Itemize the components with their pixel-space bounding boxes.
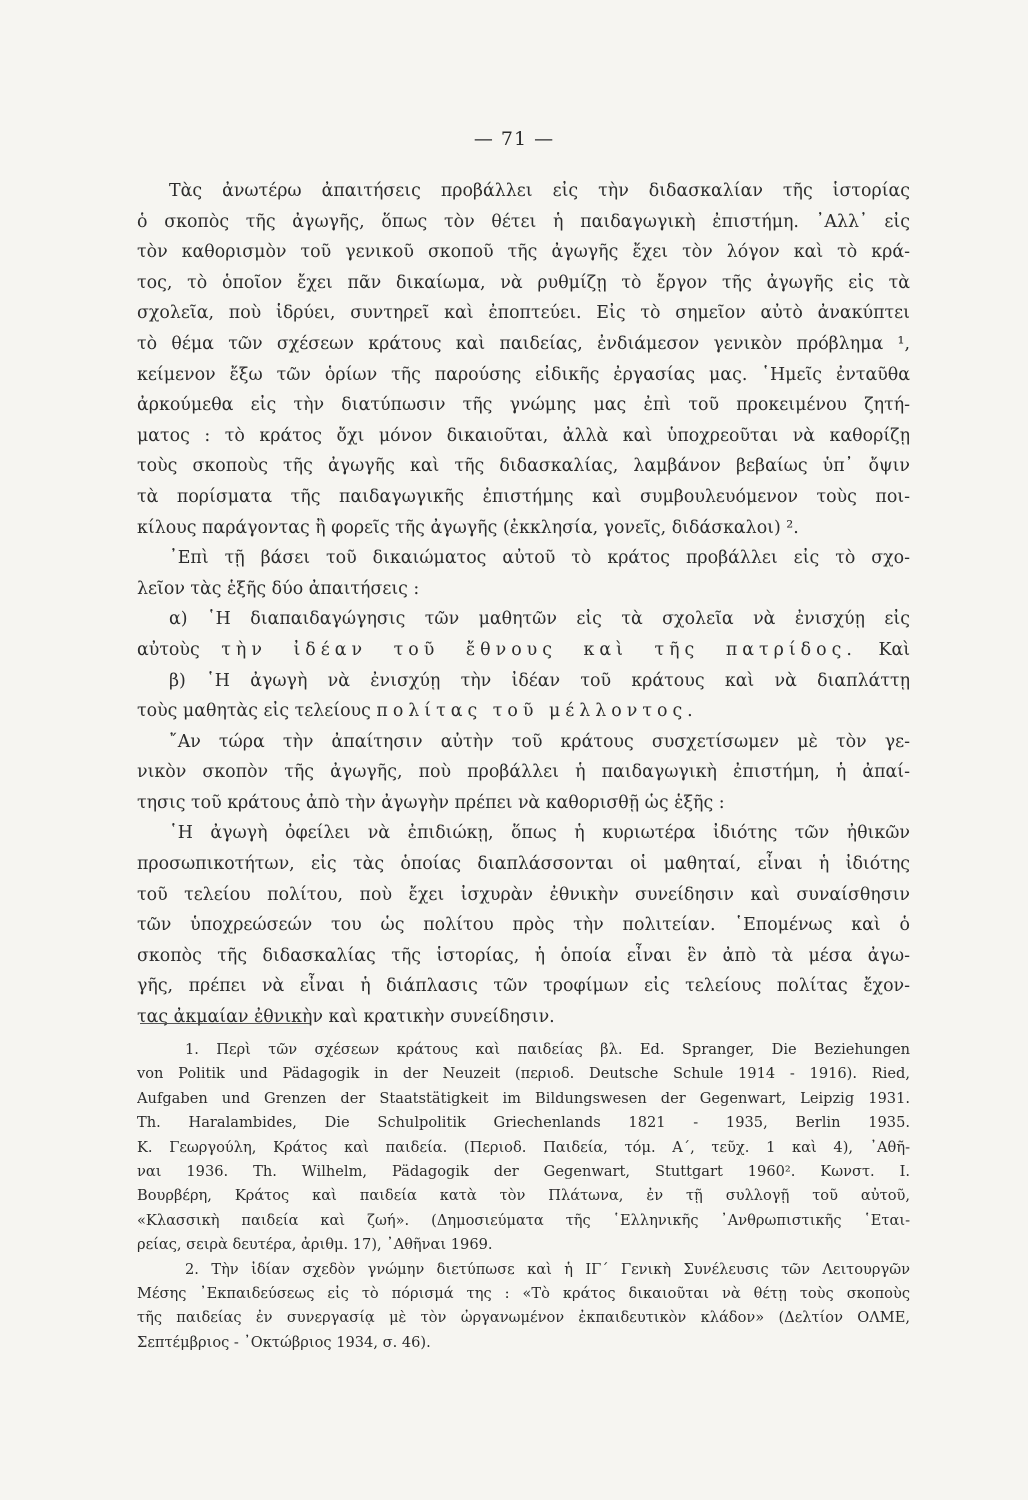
- footnote-line: 2. Τὴν ἰδίαν σχεδὸν γνώμην διετύπωσε καὶ ἡ ΙΓ΄ Γενικὴ Συνέλευσις τῶν Λειτουργῶν: [185, 1260, 910, 1278]
- body-line: [137, 696, 910, 727]
- body-line: ῎Αν τώρα τὴν ἀπαίτησιν αὐτὴν τοῦ κράτους συσχετίσωμεν μὲ τὸν γε-: [169, 731, 910, 752]
- body-line: α) ῾Η διαπαιδαγώγησις τῶν μαθητῶν εἰς τὰ σχολεῖα νὰ ἐνισχύῃ εἰς: [169, 609, 910, 630]
- body-fragment: Καὶ: [878, 639, 910, 660]
- footnote-divider: [140, 1023, 310, 1024]
- body-line: ματος : τὸ κράτος ὄχι μόνον δικαιοῦται, ἀλλὰ καὶ ὑποχρεοῦται νὰ καθορίζῃ: [137, 425, 910, 446]
- body-line: β) ῾Η ἀγωγὴ νὰ ἐνισχύῃ τὴν ἰδέαν τοῦ κράτους καὶ νὰ διαπλάττῃ: [169, 670, 910, 691]
- footnote-line: τῆς παιδείας ἐν συνεργασίᾳ μὲ τὸν ὠργανωμένον ἐκπαιδευτικὸν κλάδον» (Δελτίον ΟΛΜΕ,: [137, 1309, 910, 1327]
- body-line: τὸν καθορισμὸν τοῦ γενικοῦ σκοποῦ τῆς ἀγωγῆς ἔχει τὸν λόγον καὶ τὸ κρά-: [137, 242, 910, 263]
- body-line: κείμενον ἔξω τῶν ὁρίων τῆς παρούσης εἰδικῆς ἐργασίας μας. ῾Ημεῖς ἐνταῦθα: [137, 364, 910, 385]
- body-line: ἀρκούμεθα εἰς τὴν διατύπωσιν τῆς γνώμης μας ἐπὶ τοῦ προκειμένου ζητή-: [137, 395, 910, 416]
- body-line: προσωπικοτήτων, εἰς τὰς ὁποίας διαπλάσσονται οἱ μαθηταί, εἶναι ἡ ἰδιότης: [137, 854, 910, 875]
- body-line: τος, τὸ ὁποῖον ἔχει πᾶν δικαίωμα, νὰ ρυθμίζῃ τὸ ἔργον τῆς ἀγωγῆς εἰς τὰ: [137, 272, 910, 293]
- body-line: ᾿Επὶ τῇ βάσει τοῦ δικαιώματος αὐτοῦ τὸ κράτος προβάλλει εἰς τὸ σχο-: [169, 548, 910, 569]
- body-line: σκοπὸς τῆς διδασκαλίας τῆς ἱστορίας, ἡ ὁποία εἶναι ἓν ἀπὸ τὰ μέσα ἀγω-: [137, 945, 910, 966]
- footnote-line: Μέσης ᾿Εκπαιδεύσεως εἰς τὸ πόρισμά της : «Τὸ κράτος δικαιοῦται νὰ θέτῃ τοὺς σκοποὺς: [137, 1285, 910, 1303]
- body-line: τας ἀκμαίαν ἐθνικὴν καὶ κρατικὴν συνείδησιν.: [137, 1007, 555, 1028]
- body-line: τησις τοῦ κράτους ἀπὸ τὴν ἀγωγὴν πρέπει νὰ καθορισθῇ ὡς ἑξῆς :: [137, 792, 725, 813]
- body-line: τὰ πορίσματα τῆς παιδαγωγικῆς ἐπιστήμης καὶ συμβουλευόμενον τοὺς ποι-: [137, 486, 910, 507]
- body-line: νικὸν σκοπὸν τῆς ἀγωγῆς, ποὺ προβάλλει ἡ παιδαγωγικὴ ἐπιστήμη, ἡ ἀπαί-: [137, 762, 910, 783]
- footnotes: [137, 1038, 910, 1355]
- body-line: τὸ θέμα τῶν σχέσεων κράτους καὶ παιδείας, ἐνδιάμεσον γενικὸν πρόβλημα ¹,: [137, 333, 910, 354]
- body-line: τοῦ τελείου πολίτου, ποὺ ἔχει ἰσχυρὰν ἐθνικὴν συνείδησιν καὶ συναίσθησιν: [137, 884, 910, 905]
- footnote-line: ρείας, σειρὰ δευτέρα, ἀριθμ. 17), ᾿Αθῆναι 1969.: [137, 1236, 493, 1254]
- body-fragment: αὐτοὺς: [137, 639, 200, 660]
- page-number: — 71 —: [473, 128, 555, 150]
- footnote-line: Aufgaben und Grenzen der Staatstätigkeit im Bildungswesen der Gegenwart, Leipzig 1931.: [137, 1089, 910, 1107]
- footnote-line: Βουρβέρη, Κράτος καὶ παιδεία κατὰ τὸν Πλάτωνα, ἐν τῇ συλλογῇ τοῦ αὐτοῦ,: [137, 1187, 910, 1205]
- spaced-emphasis: πολίτας τοῦ μέλλοντος.: [376, 701, 698, 722]
- body-line: ὁ σκοπὸς τῆς ἀγωγῆς, ὅπως τὸν θέτει ἡ παιδαγωγικὴ ἐπιστήμη. ᾿Αλλ᾿ εἰς: [137, 211, 910, 232]
- body-line: τοὺς σκοποὺς τῆς ἀγωγῆς καὶ τῆς διδασκαλίας, λαμβάνον βεβαίως ὑπ᾿ ὄψιν: [137, 456, 910, 477]
- body-line: σχολεῖα, ποὺ ἱδρύει, συντηρεῖ καὶ ἐποπτεύει. Εἰς τὸ σημεῖον αὐτὸ ἀνακύπτει: [137, 303, 910, 324]
- body-line: κίλους παράγοντας ἢ φορεῖς τῆς ἀγωγῆς (ἐκκλησία, γονεῖς, διδάσκαλοι) ².: [137, 517, 799, 538]
- footnote-line: «Κλασσικὴ παιδεία καὶ ζωή». (Δημοσιεύματα τῆς ῾Ελληνικῆς ᾿Ανθρωπιστικῆς ῾Εται-: [137, 1211, 910, 1229]
- spaced-emphasis: τὴν ἰδέαν τοῦ ἔθνους καὶ τῆς πατρίδος.: [221, 639, 857, 660]
- footnote-line: von Politik und Pädagogik in der Neuzeit (περιοδ. Deutsche Schule 1914 - 1916). Ried,: [137, 1065, 910, 1083]
- body-line: ῾Η ἀγωγὴ ὀφείλει νὰ ἐπιδιώκῃ, ὅπως ἡ κυριωτέρα ἰδιότης τῶν ἠθικῶν: [169, 823, 910, 844]
- body-line: λεῖον τὰς ἑξῆς δύο ἀπαιτήσεις :: [137, 578, 420, 599]
- footnote-line: Σεπτέμβριος - ᾿Οκτώβριος 1934, σ. 46).: [137, 1333, 431, 1351]
- body-line: γῆς, πρέπει νὰ εἶναι ἡ διάπλασις τῶν τροφίμων εἰς τελείους πολίτας ἔχον-: [137, 976, 910, 997]
- body-fragment: τοὺς μαθητὰς εἰς τελείους: [137, 701, 371, 722]
- body-line: Τὰς ἀνωτέρω ἀπαιτήσεις προβάλλει εἰς τὴν διδασκαλίαν τῆς ἱστορίας: [169, 181, 910, 201]
- body-line: [137, 635, 910, 666]
- footnote-line: 1. Περὶ τῶν σχέσεων κράτους καὶ παιδείας βλ. Ed. Spranger, Die Beziehungen: [185, 1041, 910, 1058]
- footnote-line: ναι 1936. Th. Wilhelm, Pädagogik der Gegenwart, Stuttgart 1960². Κωνστ. Ι.: [137, 1163, 910, 1181]
- body-text: [137, 176, 910, 1033]
- body-line: τῶν ὑποχρεώσεών του ὡς πολίτου πρὸς τὴν πολιτείαν. ῾Επομένως καὶ ὁ: [137, 915, 910, 936]
- footnote-line: Th. Haralambides, Die Schulpolitik Griechenlands 1821 - 1935, Berlin 1935.: [137, 1114, 910, 1132]
- footnote-line: Κ. Γεωργούλη, Κράτος καὶ παιδεία. (Περιοδ. Παιδεία, τόμ. Α΄, τεῦχ. 1 καὶ 4), ᾿Αθῆ-: [137, 1138, 910, 1156]
